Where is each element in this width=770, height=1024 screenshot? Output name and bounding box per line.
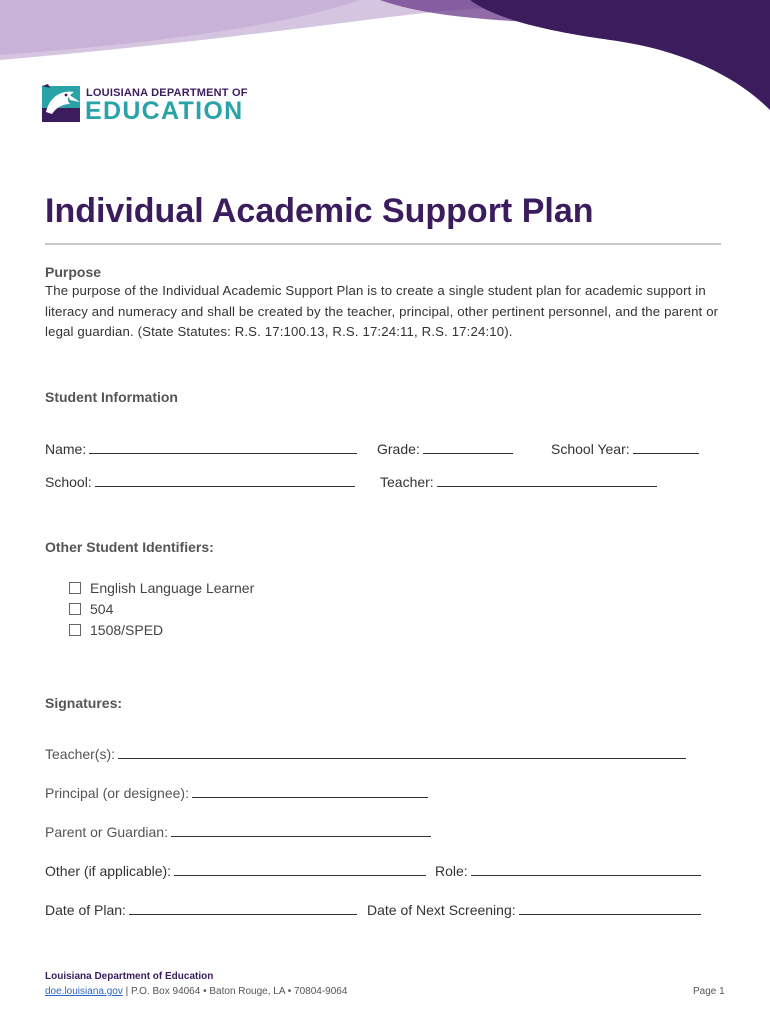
grade-blank[interactable]: [423, 440, 513, 454]
logo-line2: EDUCATION: [85, 97, 244, 125]
student-info-heading: Student Information: [45, 389, 178, 405]
date-of-plan-blank[interactable]: [129, 901, 357, 915]
teacher-field[interactable]: [380, 473, 657, 490]
teachers-sign-label: Teacher(s):: [45, 746, 116, 762]
teacher-blank[interactable]: [437, 473, 657, 487]
principal-sign-label: Principal (or designee):: [45, 785, 189, 801]
parent-sign-blank[interactable]: [171, 823, 431, 837]
checkbox-box[interactable]: [69, 624, 81, 636]
other-sign-field[interactable]: [45, 862, 426, 879]
school-label: School:: [45, 474, 92, 490]
page-number: Page 1: [693, 986, 725, 997]
page-title: Individual Academic Support Plan: [45, 192, 594, 230]
signatures-heading: Signatures:: [45, 695, 123, 711]
checkbox-box[interactable]: [69, 582, 81, 594]
checkbox-ell[interactable]: [69, 580, 254, 596]
role-field[interactable]: [435, 862, 701, 879]
name-label: Name:: [45, 441, 87, 457]
other-sign-label: Other (if applicable):: [45, 863, 172, 879]
pelican-icon: [40, 82, 82, 124]
checkbox-label: 1508/SPED: [90, 622, 164, 638]
checkbox-box[interactable]: [69, 603, 81, 615]
footer-website-link[interactable]: doe.louisiana.gov: [45, 986, 123, 997]
next-screening-label: Date of Next Screening:: [367, 902, 516, 918]
purpose-heading: Purpose: [45, 264, 102, 280]
grade-field[interactable]: [377, 440, 513, 457]
teacher-label: Teacher:: [380, 474, 434, 490]
school-blank[interactable]: [95, 473, 355, 487]
school-field[interactable]: [45, 473, 355, 490]
school-year-blank[interactable]: [633, 440, 699, 454]
role-label: Role:: [435, 863, 468, 879]
date-of-plan-field[interactable]: [45, 901, 357, 918]
footer-org: Louisiana Department of Education: [45, 971, 214, 982]
parent-sign-label: Parent or Guardian:: [45, 824, 168, 840]
lde-logo: [40, 80, 260, 126]
date-of-plan-label: Date of Plan:: [45, 902, 126, 918]
role-blank[interactable]: [471, 862, 701, 876]
checkbox-504[interactable]: [69, 601, 113, 617]
checkbox-sped[interactable]: [69, 622, 163, 638]
checkbox-label: 504: [90, 601, 114, 617]
logo-line1: LOUISIANA DEPARTMENT OF: [86, 87, 248, 99]
school-year-label: School Year:: [551, 441, 630, 457]
principal-sign-field[interactable]: [45, 784, 428, 801]
other-sign-blank[interactable]: [174, 862, 426, 876]
next-screening-blank[interactable]: [519, 901, 701, 915]
footer-contact: [45, 986, 347, 997]
next-screening-field[interactable]: [367, 901, 701, 918]
school-year-field[interactable]: [551, 440, 699, 457]
purpose-text: The purpose of the Individual Academic Support Plan is to create a single student plan for academic support in literacy and numeracy and shall be created by the teacher, principal, other pertinent personnel, and the parent or legal guardian. (State Statutes: R.S. 17:100.13, R.S. 17:24:11, R.S. 17:24:10).: [45, 283, 719, 339]
footer-address: | P.O. Box 94064 • Baton Rouge, LA • 70804-9064: [122, 986, 348, 997]
teachers-sign-blank[interactable]: [118, 745, 686, 759]
identifiers-heading: Other Student Identifiers:: [45, 539, 214, 555]
name-field[interactable]: [45, 440, 357, 457]
teachers-sign-field[interactable]: [45, 745, 686, 762]
parent-sign-field[interactable]: [45, 823, 431, 840]
title-divider: [45, 243, 721, 245]
principal-sign-blank[interactable]: [192, 784, 428, 798]
name-blank[interactable]: [89, 440, 357, 454]
checkbox-label: English Language Learner: [90, 580, 255, 596]
grade-label: Grade:: [377, 441, 420, 457]
